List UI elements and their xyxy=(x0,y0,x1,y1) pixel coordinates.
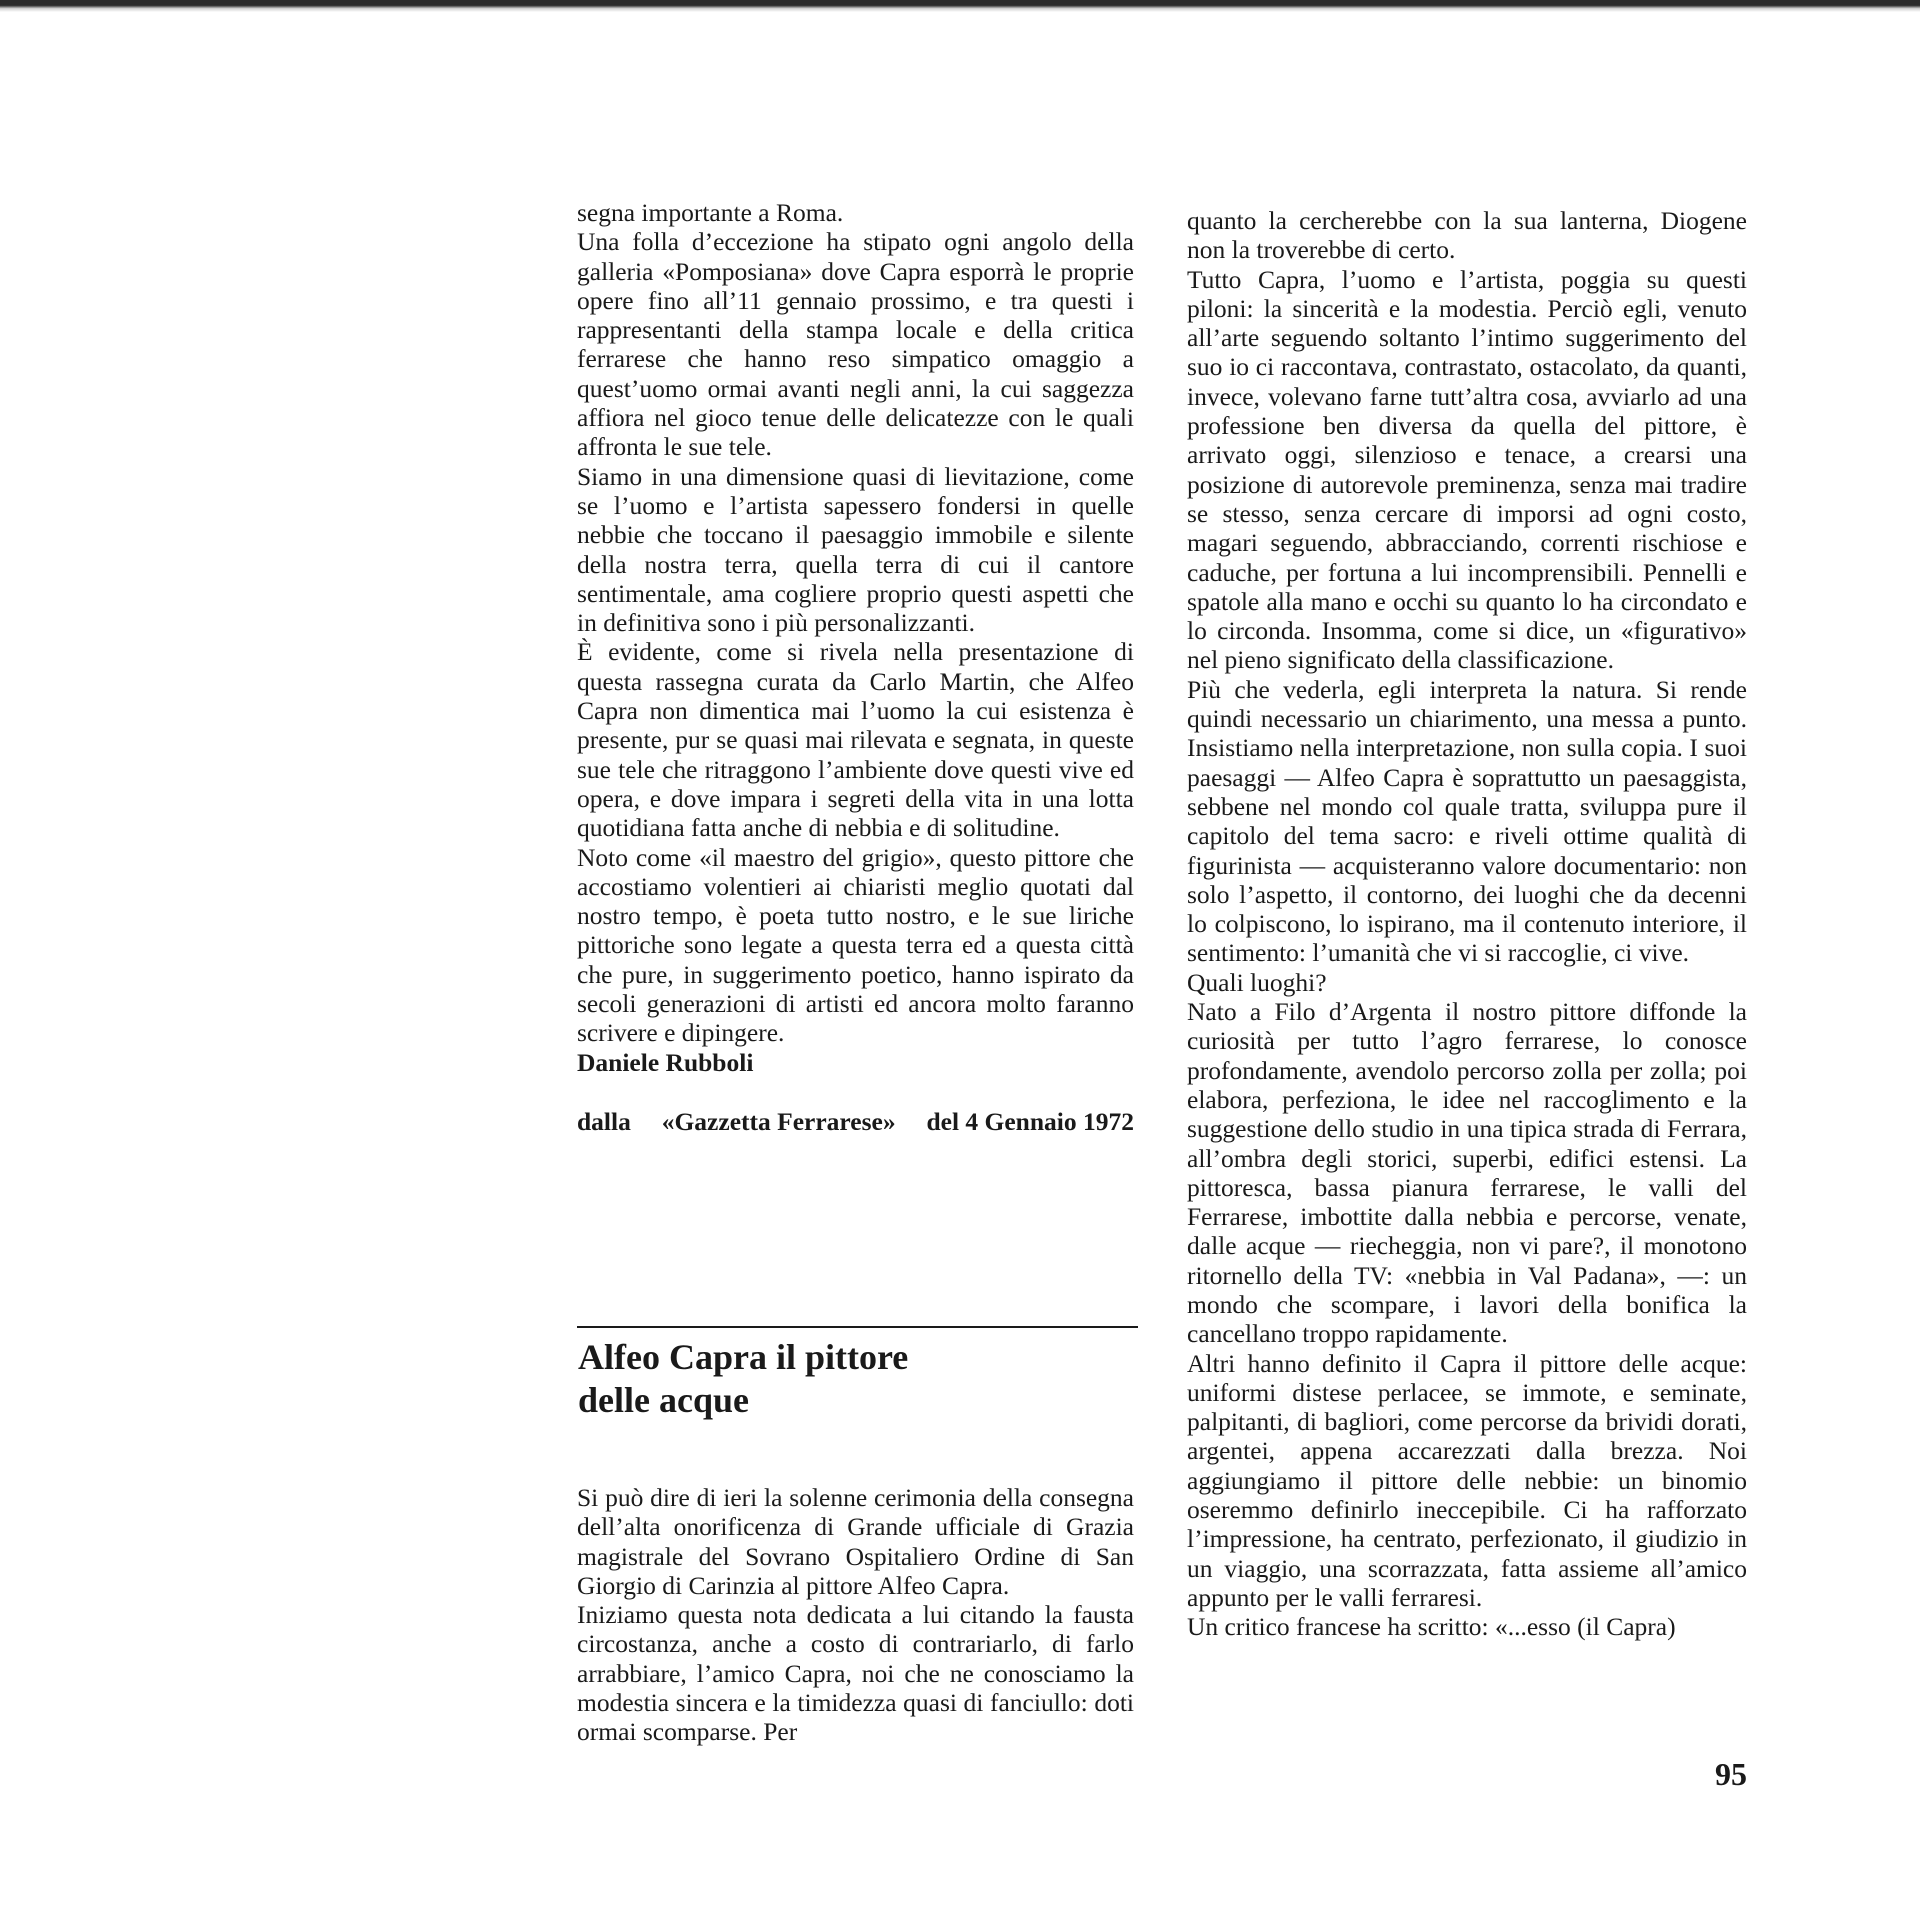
source-citation xyxy=(577,1107,1134,1136)
article-body-right xyxy=(1187,206,1747,1642)
paragraph: Più che vederla, egli interpreta la natura. Si rende quindi necessario un chiarimento, una messa a punto. Insistiamo nella interpretazione, non sulla copia. I suoi paesaggi — Alfeo Capra è soprattutto un paesaggista, sebbene nel mondo col quale tratta, sviluppa pure il capitolo del tema sacro: e riveli ottime qualità di figurinista — acquisteranno valore documentario: non solo l’aspetto, il contorno, dei luoghi che da decenni lo colpiscono, lo ispirano, ma il contenuto interiore, il sentimento: l’umanità che vi si raccoglie, ci vive. xyxy=(1187,674,1747,968)
source-date: del 4 Gennaio 1972 xyxy=(926,1106,1134,1136)
paragraph: quanto la cercherebbe con la sua lanterna, Diogene non la troverebbe di certo. xyxy=(1187,206,1747,265)
author-signature: Daniele Rubboli xyxy=(577,1047,754,1077)
paragraph: segna importante a Roma. xyxy=(577,198,844,227)
article-title xyxy=(578,1336,1138,1422)
paragraph: Altri hanno definito il Capra il pittore delle acque: uniformi distese perlacee, se immote, e seminate, palpitanti, di bagliori, come percorse da brividi dorati, argentei, appena accarezzati dalla brezza. Noi aggiungiamo il pittore delle nebbie: un binomio oseremmo definirlo ineccepibile. Ci ha rafforzato l’impressione, ha centrato, perfezionato, il giudizio in un viaggio, una scorrazzata, fatta assieme all’amico appunto per le valli ferraresi. xyxy=(1187,1348,1747,1612)
paragraph: Quali luoghi? xyxy=(1187,967,1327,997)
article-title-line-1: Alfeo Capra il pittore xyxy=(578,1337,909,1377)
paragraph: Nato a Filo d’Argenta il nostro pittore diffonde la curiosità per tutto l’agro ferrarese, lo conosce profondamente, avendolo percorso zolla per zolla; poi elabora, perfeziona, le idee nel raccoglimento e la suggestione dello studio in una tipica strada di Ferrara, all’ombra degli storici, superbi, edifici estensi. La pittoresca, bassa pianura ferrarese, le valli del Ferrarese, imbottite dalla nebbia e percorse, venate, dalle acque — riecheggia, non vi pare?, il monotono ritornello della TV: «nebbia in Val Padana», —: un mondo che scompare, i lavori della bonifica la cancellano troppo rapidamente. xyxy=(1187,997,1747,1349)
paragraph: Un critico francese ha scritto: «...esso (il Capra) xyxy=(1187,1612,1676,1642)
article-title-line-2: delle acque xyxy=(578,1380,749,1420)
paragraph: È evidente, come si rivela nella presentazione di questa rassegna curata da Carlo Martin, che Alfeo Capra non dimentica mai l’uomo la cui esistenza è presente, pur se quasi mai rilevata e segnata, in queste sue tele che ritraggono l’ambiente dove questi vive ed opera, e dove impara i segreti della vita in una lotta quotidiana fatta anche di nebbia e di solitudine. xyxy=(577,637,1134,843)
section-divider xyxy=(577,1326,1138,1328)
left-column-continued-article xyxy=(577,198,1134,1136)
paragraph: Si può dire di ieri la solenne cerimonia della consegna dell’alta onorificenza di Grande ufficiale di Grazia magistrale del Sovrano Ospitaliero Ordine di San Giorgio di Carinzia al pittore Alfeo Capra. xyxy=(577,1483,1134,1600)
paragraph: Tutto Capra, l’uomo e l’artista, poggia su questi piloni: la sincerità e la modestia. Perciò egli, venuto all’arte seguendo soltanto l’intimo suggerimento del suo io ci raccontava, contrastato, ostacolato, da quanti, invece, volevano farne tutt’altra cosa, avviarlo ad una professione ben diversa da quella del pittore, è arrivato oggi, silenzioso e tenace, a crearsi una posizione di autorevole preminenza, senza mai tradire se stesso, senza cercare di imporsi ad ogni costo, magari seguendo, abbracciando, correnti rischiose e caduche, per fortuna a lui incomprensibili. Pennelli e spatole alla mano e occhi su quanto lo ha circondato e lo circonda. Insomma, come si dice, un «figurativo» nel pieno significato della classificazione. xyxy=(1187,264,1747,675)
paragraph: Una folla d’eccezione ha stipato ogni angolo della galleria «Pomposiana» dove Capra esporrà le proprie opere fino all’11 gennaio prossimo, e tra questi i rappresentanti della stampa locale e della critica ferrarese che hanno reso simpatico omaggio a quest’uomo ormai avanti negli anni, la cui saggezza affiora nel gioco tenue delle delicatezze con le quali affronta le sue tele. xyxy=(577,227,1134,462)
page-number: 95 xyxy=(1715,1756,1747,1792)
source-prefix: dalla xyxy=(577,1106,631,1136)
page-top-edge xyxy=(0,0,1920,12)
paragraph: Siamo in una dimensione quasi di lievitazione, come se l’uomo e l’artista sapessero fondersi in quelle nebbie che toccano il paesaggio immobile e silente della nostra terra, quella terra di cui il cantore sentimentale, ama cogliere proprio questi aspetti che in definitiva sono i più personalizzanti. xyxy=(577,461,1134,638)
paragraph: Noto come «il maestro del grigio», questo pittore che accostiamo volentieri ai chiaristi meglio quotati dal nostro tempo, è poeta tutto nostro, e le sue liriche pittoriche sono legate a questa terra ed a questa città che pure, in suggerimento poetico, hanno ispirato da secoli generazioni di artisti ed ancora molto faranno scrivere e dipingere. xyxy=(577,842,1134,1048)
article-body-left xyxy=(577,1483,1134,1747)
paragraph: Iniziamo questa nota dedicata a lui citando la fausta circostanza, anche a costo di contrariarlo, di farlo arrabbiare, l’amico Capra, noi che ne conosciamo la modestia sincera e la timidezza quasi di fanciullo: doti ormai scomparse. Per xyxy=(577,1600,1134,1747)
source-name: «Gazzetta Ferrarese» xyxy=(661,1106,896,1136)
